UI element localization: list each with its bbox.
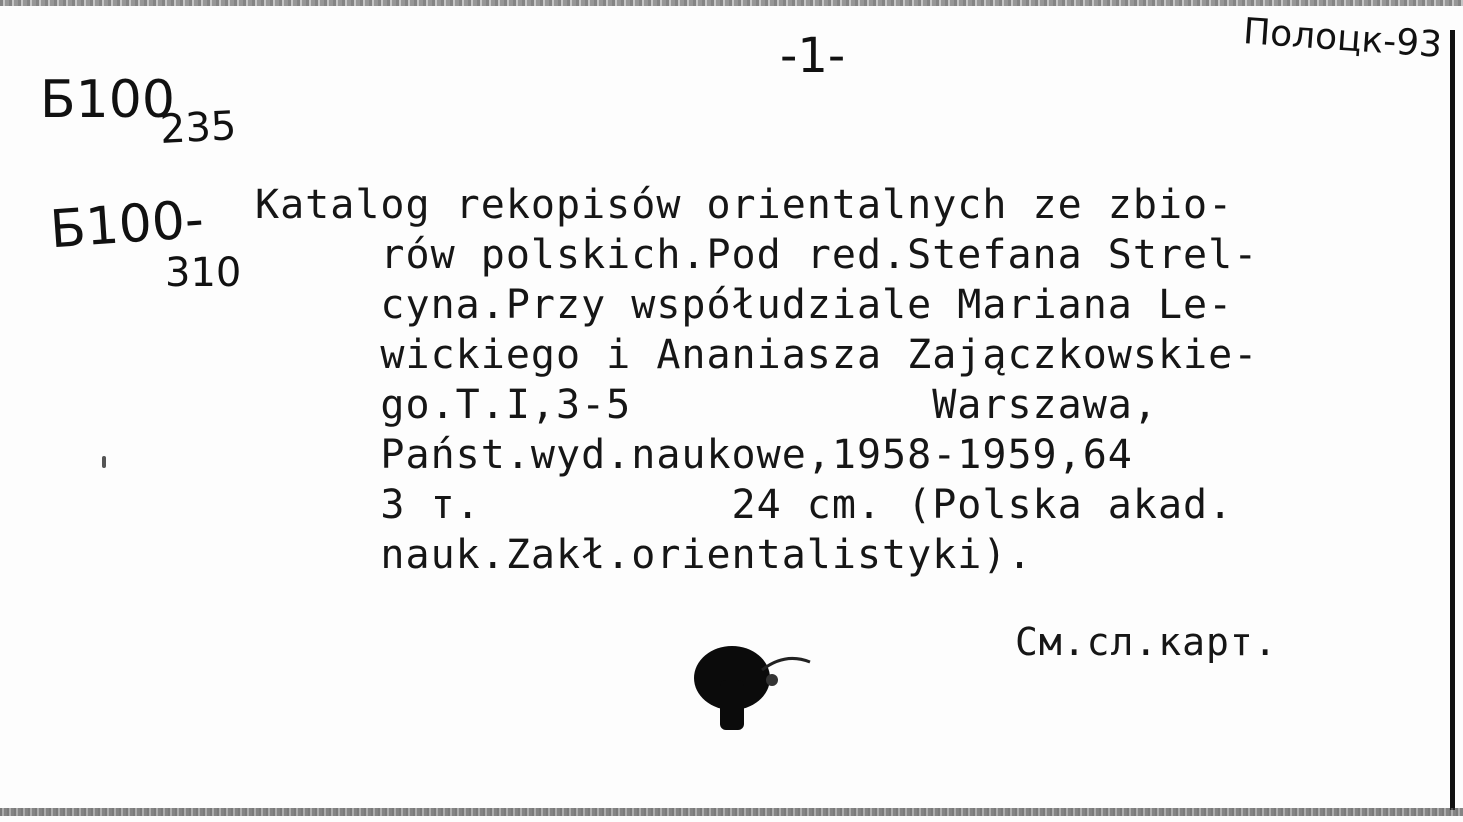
entry-line: Państ.wyd.naukowe,1958-1959,64 <box>255 432 1133 478</box>
entry-line: Katalog rekopisów orientalnych ze zbio- <box>255 182 1234 228</box>
shelfmark-1-main: Б100 <box>40 70 175 130</box>
entry-line: rów polskich.Pod red.Stefana Strel- <box>255 232 1259 278</box>
page-mark: -1- <box>780 28 846 84</box>
shelfmark-2-sub: 310 <box>165 250 242 296</box>
see-next-card: См.сл.карт. <box>1015 620 1278 664</box>
entry-line: 3 т. 24 cm. (Polska akad. <box>255 482 1234 528</box>
bibliographic-entry <box>255 180 1258 580</box>
card-bottom-edge <box>0 808 1463 816</box>
corner-note: Полоцк-93 <box>1241 11 1444 66</box>
shelfmark-2-main: Б100- <box>48 189 206 261</box>
entry-line: go.T.I,3-5 Warszawa, <box>255 382 1158 428</box>
card-top-edge <box>0 0 1463 6</box>
shelfmark-1-sub: 235 <box>158 103 238 153</box>
ink-speck <box>102 456 106 468</box>
card-right-edge <box>1450 30 1455 810</box>
entry-line: cyna.Przy współudziale Mariana Le- <box>255 282 1234 328</box>
ink-blot-icon <box>690 640 830 740</box>
entry-line: nauk.Zakł.orientalistyki). <box>255 532 1033 578</box>
entry-line: wickiego i Ananiasza Zajączkowskie- <box>255 332 1259 378</box>
